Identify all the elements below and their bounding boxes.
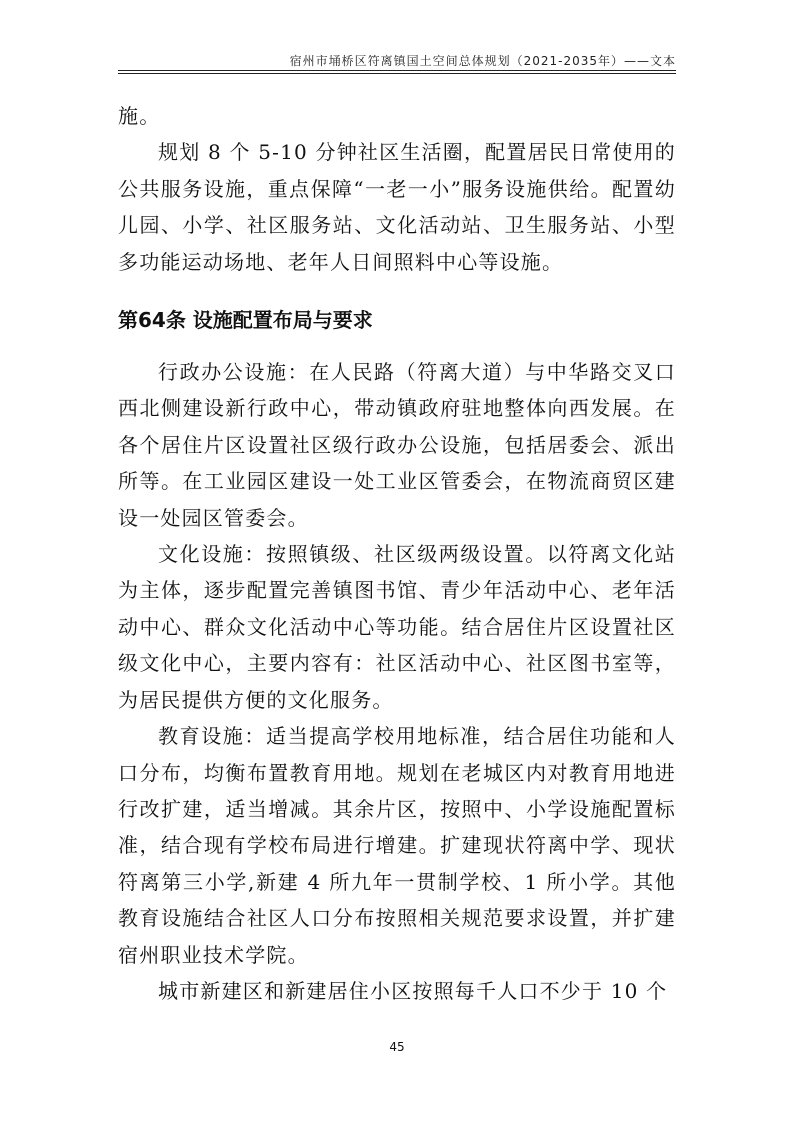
- paragraph-continuation: 施。: [118, 104, 161, 128]
- paragraph-life-circle: 规划 8 个 5-10 分钟社区生活圈，配置居民日常使用的公共服务设施，重点保障“一老一小”服务设施供给。配置幼儿园、小学、社区服务站、文化活动站、卫生服务站、小型多功能运动场地、老年人日间照料中心等设施。: [118, 140, 676, 274]
- paragraph-administrative: 行政办公设施：在人民路（符离大道）与中华路交叉口西北侧建设新行政中心，带动镇政府驻地整体向西发展。在各个居住片区设置社区级行政办公设施，包括居委会、派出所等。在工业园区建设一处工业区管委会，在物流商贸区建设一处园区管委会。: [118, 360, 676, 530]
- paragraph-new-district: 城市新建区和新建居住小区按照每千人口不少于 10 个: [158, 978, 668, 1003]
- document-body: [118, 98, 676, 1009]
- section-heading: 第64条 设施配置布局与要求: [118, 308, 373, 333]
- paragraph-cultural: 文化设施：按照镇级、社区级两级设置。以符离文化站为主体，逐步配置完善镇图书馆、青少年活动中心、老年活动中心、群众文化活动中心等功能。结合居住片区设置社区级文化中心，主要内容有：社区活动中心、社区图书室等，为居民提供方便的文化服务。: [118, 542, 676, 712]
- paragraph-education: 教育设施：适当提高学校用地标准，结合居住功能和人口分布，均衡布置教育用地。规划在老城区内对教育用地进行改扩建，适当增减。其余片区，按照中、小学设施配置标准，结合现有学校布局进行增建。扩建现状符离中学、现状符离第三小学,新建 4 所九年一贯制学校、1 所小学。其他教育设施结合社区人口分布按照相关规范要求设置，并扩建宿州职业技术学院。: [118, 724, 676, 967]
- page-number: 45: [389, 1040, 405, 1054]
- header-rule-bottom: [118, 73, 676, 74]
- header-rule-top: [118, 70, 676, 71]
- running-header: 宿州市埇桥区符离镇国土空间总体规划（2021-2035年）——文本: [289, 54, 676, 68]
